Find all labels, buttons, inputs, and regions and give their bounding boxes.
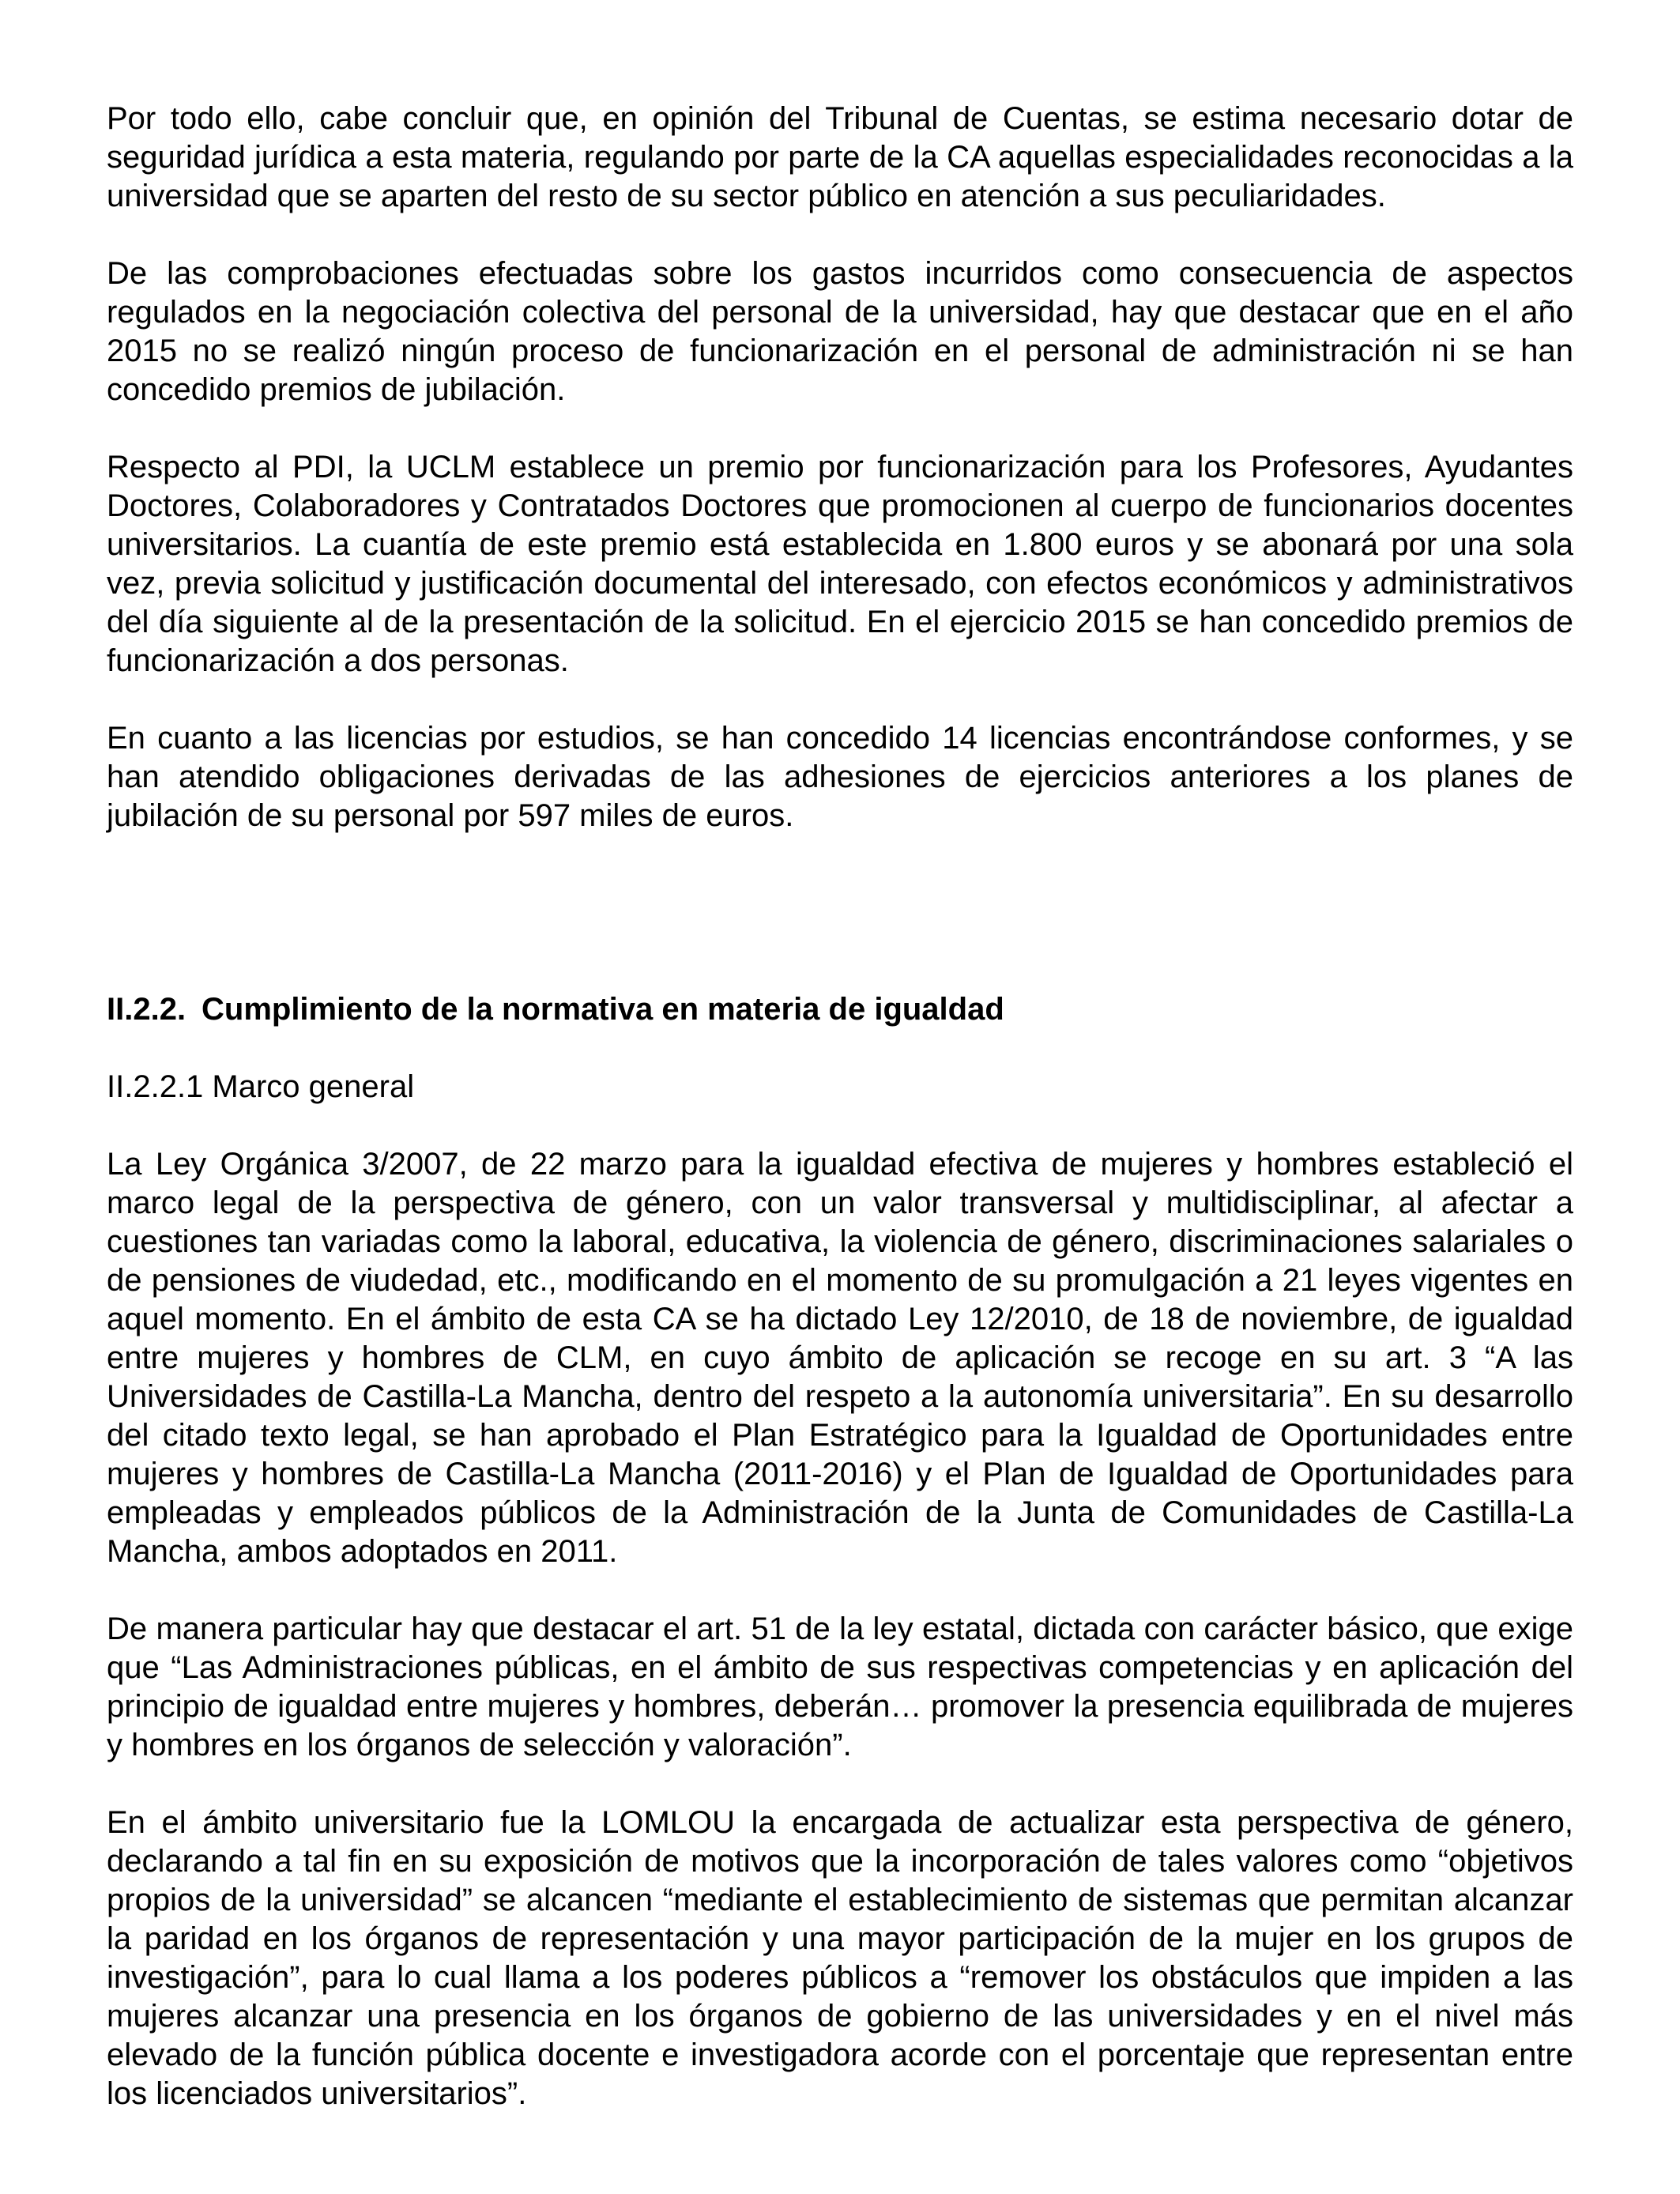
section-spacer — [107, 874, 1573, 990]
paragraph-article-51: De manera particular hay que destacar el art. 51 de la ley estatal, dictada con carácter básico, que exige que “Las Administraciones públicas, en el ámbito de sus respectivas competencias y en aplicación del principio de igualdad entre mujeres y hombres, deberán… promover la presencia equilibrada de mujeres y hombres en los órganos de selección y valoración”. — [107, 1612, 1573, 1762]
paragraph-organic-law: La Ley Orgánica 3/2007, de 22 marzo para la igualdad efectiva de mujeres y hombres estableció el marco legal de la perspectiva de género, con un valor transversal y multidisciplinar, al afectar a cuestiones tan variadas como la laboral, educativa, la violencia de género, discriminaciones salariales o de pensiones de viudedad, etc., modificando en el momento de su promulgación a 21 leyes vigentes en aquel momento. En el ámbito de esta CA se ha dictado Ley 12/2010, de 18 de noviembre, de igualdad entre mujeres y hombres de CLM, en cuyo ámbito de aplicación se recoge en su art. 3 “A las Universidades de Castilla-La Mancha, dentro del respeto a la autonomía universitaria”. En su desarrollo del citado texto legal, se han aprobado el Plan Estratégico para la Igualdad de Oportunidades entre mujeres y hombres de Castilla-La Mancha (2011-2016) y el Plan de Igualdad de Oportunidades para empleadas y empleados públicos de la Administración de la Junta de Comunidades de Castilla-La Mancha, ambos adoptados en 2011. — [107, 1147, 1573, 1569]
paragraph-study-licenses: En cuanto a las licencias por estudios, se han concedido 14 licencias encontrándose conformes, y se han atendido obligaciones derivadas de las adhesiones de ejercicios anteriores a los planes de jubilación de su personal por 597 miles de euros. — [107, 721, 1573, 833]
paragraph-conclusion: Por todo ello, cabe concluir que, en opinión del Tribunal de Cuentas, se estima necesario dotar de seguridad jurídica a esta materia, regulando por parte de la CA aquellas especialidades reconocidas a la universidad que se aparten del resto de su sector público en atención a sus peculiaridades. — [107, 101, 1573, 213]
paragraph-collective-bargaining: De las comprobaciones efectuadas sobre los gastos incurridos como consecuencia de aspectos regulados en la negociación colectiva del personal de la universidad, hay que destacar que en el año 2015 no se realizó ningún proceso de funcionarización en el personal de administración ni se han concedido premios de jubilación. — [107, 256, 1573, 407]
document-page — [107, 100, 1573, 2152]
paragraph-lomlou: En el ámbito universitario fue la LOMLOU la encargada de actualizar esta perspectiva de género, declarando a tal fin en su exposición de motivos que la incorporación de tales valores como “objetivos propios de la universidad” se alcancen “mediante el establecimiento de sistemas que permitan alcanzar la paridad en los órganos de representación y una mayor participación de la mujer en los grupos de investigación”, para lo cual llama a los poderes públicos a “remover los obstáculos que impiden a las mujeres alcanzar una presencia en los órganos de gobierno de las universidades y en el nivel más elevado de la función pública docente e investigadora acorde con el porcentaje que representan entre los licenciados universitarios”. — [107, 1805, 1573, 2111]
subsection-heading: II.2.2.1 Marco general — [107, 1069, 415, 1104]
section-number: II.2.2. — [107, 992, 186, 1027]
paragraph-pdi-award: Respecto al PDI, la UCLM establece un premio por funcionarización para los Profesores, Ayudantes Doctores, Colaboradores y Contratados Doctores que promocionen al cuerpo de funcionarios docentes universitarios. La cuantía de este premio está establecida en 1.800 euros y se abonará por una sola vez, previa solicitud y justificación documental del interesado, con efectos económicos y administrativos del día siguiente al de la presentación de la solicitud. En el ejercicio 2015 se han concedido premios de funcionarización a dos personas. — [107, 450, 1573, 678]
section-heading — [107, 990, 1573, 1029]
section-title: Cumplimiento de la normativa en materia de igualdad — [202, 992, 1004, 1027]
